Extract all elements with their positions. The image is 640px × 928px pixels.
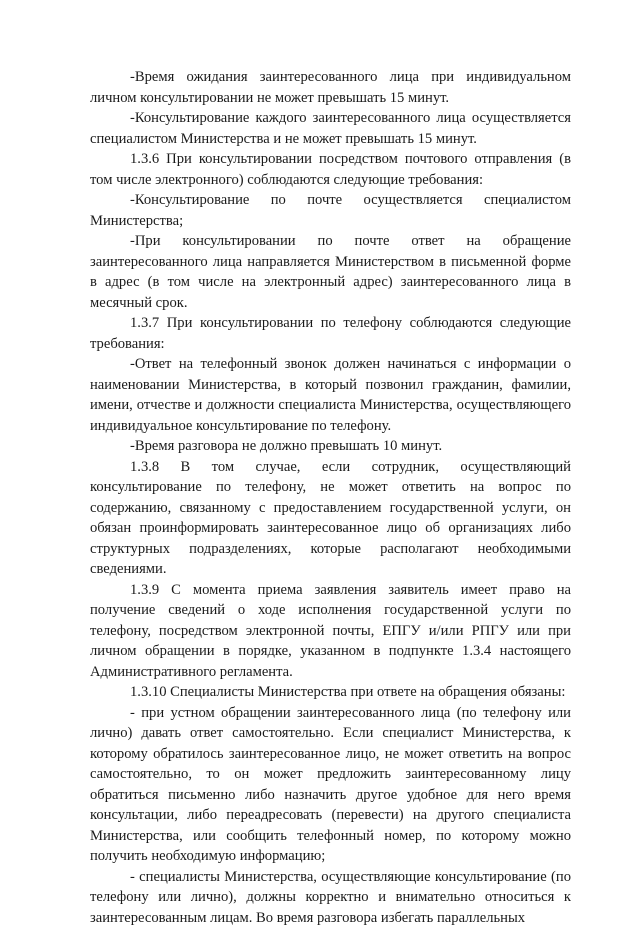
paragraph-1-3-10: 1.3.10 Специалисты Министерства при ответе на обращения обязаны: [90,682,571,703]
paragraph-mail-consultation: -Консультирование по почте осуществляется специалистом Министерства; [90,190,571,231]
paragraph-mail-answer: -При консультировании по почте ответ на обращение заинтересованного лица направляется Министерством в письменной форме в адрес (в том числе на электронный адрес) заинтересованного лица в месячный срок. [90,231,571,313]
paragraph-1-3-9: 1.3.9 С момента приема заявления заявитель имеет право на получение сведений о ходе исполнения государственной услуги по телефону, посредством электронной почты, ЕПГУ и/или РПГУ или при личном обращении в порядке, указанном в подпункте 1.3.4 настоящего Административного регламента. [90,580,571,683]
paragraph-1-3-7: 1.3.7 При консультировании по телефону соблюдаются следующие требования: [90,313,571,354]
paragraph-waiting-time: -Время ожидания заинтересованного лица при индивидуальном личном консультировании не может превышать 15 минут. [90,67,571,108]
paragraph-1-3-8: 1.3.8 В том случае, если сотрудник, осуществляющий консультирование по телефону, не может ответить на вопрос по содержанию, связанному с предоставлением государственной услуги, он обязан проинформировать заинтересованное лицо об организациях либо структурных подразделениях, которые располагают необходимыми сведениями. [90,457,571,580]
paragraph-call-duration: -Время разговора не должно превышать 10 минут. [90,436,571,457]
document-body [90,67,571,928]
paragraph-specialists-conduct: - специалисты Министерства, осуществляющие консультирование (по телефону или лично), должны корректно и внимательно относиться к заинтересованным лицам. Во время разговора избегать параллельных [90,867,571,928]
paragraph-oral-request: - при устном обращении заинтересованного лица (по телефону или лично) давать ответ самостоятельно. Если специалист Министерства, к которому обратилось заинтересованное лицо, не может ответить на вопрос самостоятельно, то он может предложить заинтересованному лицу обратиться письменно либо назначить другое удобное для него время консультации, либо переадресовать (перевести) на другого специалиста Министерства, или сообщить телефонный номер, по которому можно получить необходимую информацию; [90,703,571,867]
paragraph-phone-answer: -Ответ на телефонный звонок должен начинаться с информации о наименовании Министерства, в который позвонил гражданин, фамилии, имени, отчестве и должности специалиста Министерства, осуществляющего индивидуальное консультирование по телефону. [90,354,571,436]
paragraph-consultation-duration: -Консультирование каждого заинтересованного лица осуществляется специалистом Министерства и не может превышать 15 минут. [90,108,571,149]
paragraph-1-3-6: 1.3.6 При консультировании посредством почтового отправления (в том числе электронного) соблюдаются следующие требования: [90,149,571,190]
